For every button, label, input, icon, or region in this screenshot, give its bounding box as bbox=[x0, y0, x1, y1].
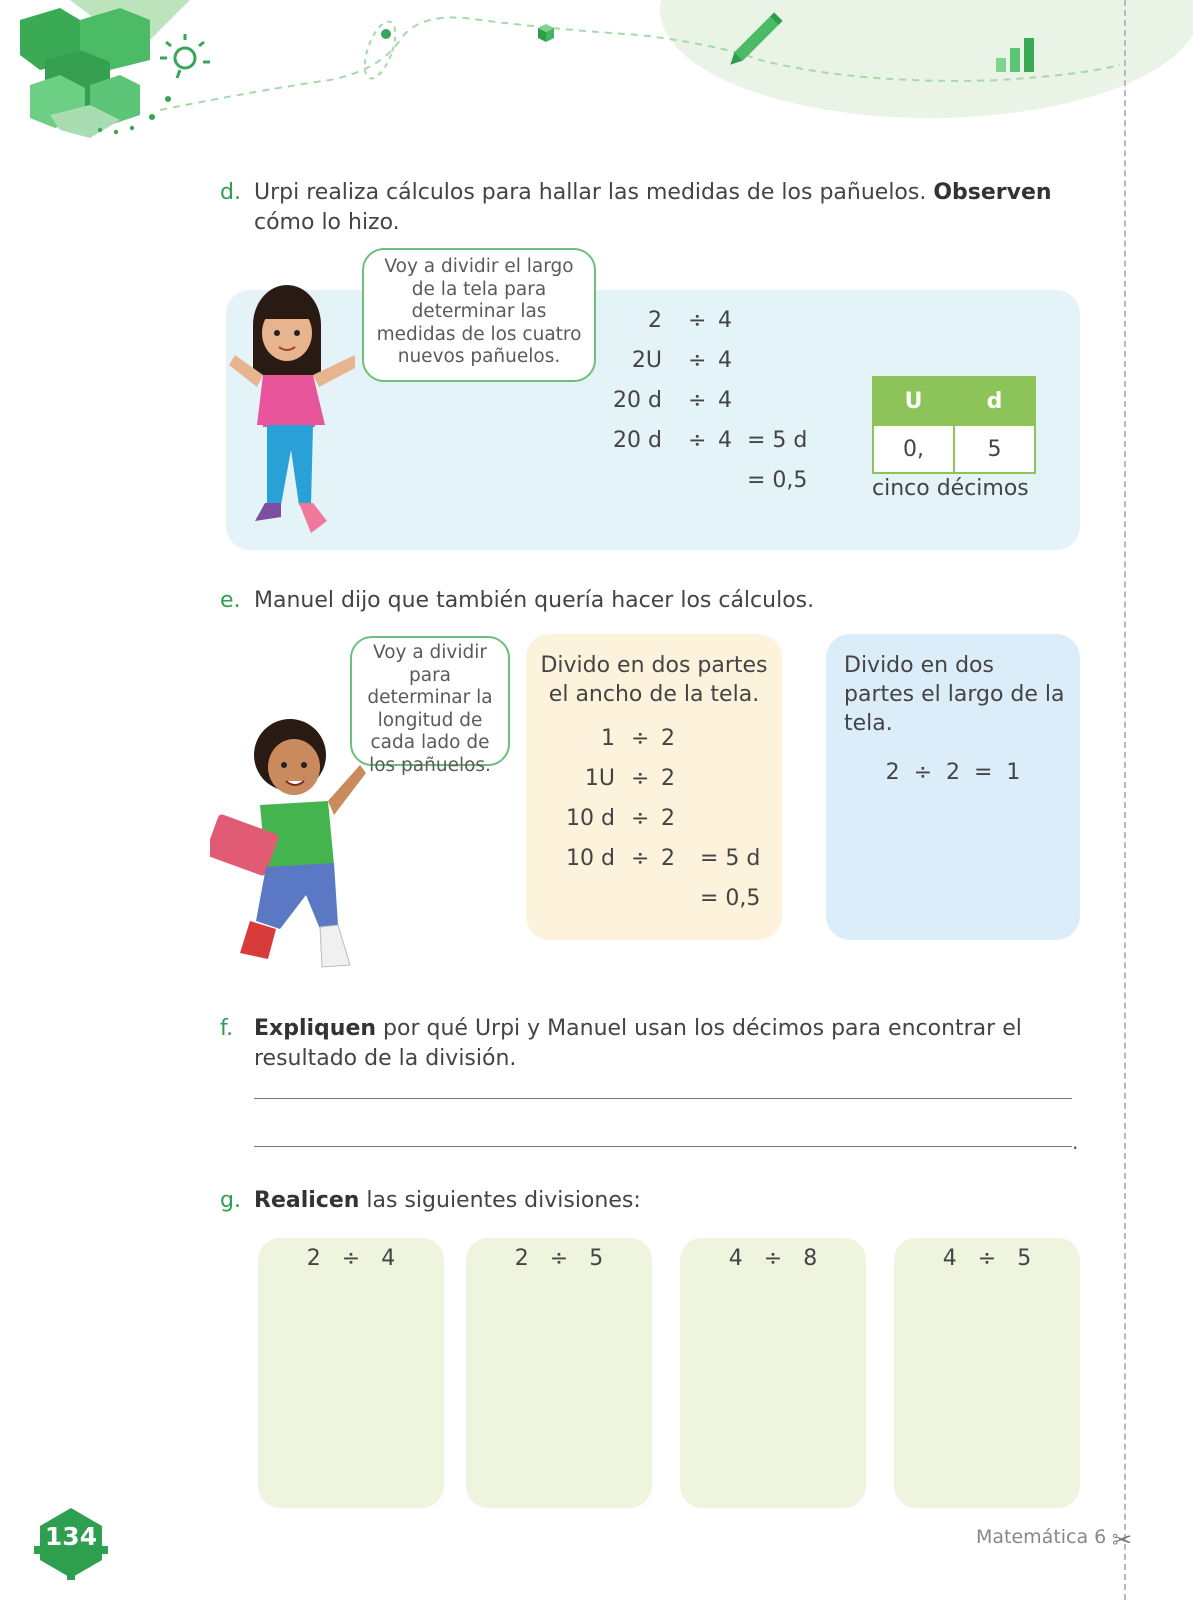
calc-line bbox=[563, 806, 763, 836]
calc-line bbox=[620, 468, 810, 498]
question-f bbox=[220, 1014, 1070, 1074]
division-expression bbox=[466, 1246, 652, 1271]
calc-line bbox=[620, 348, 810, 378]
dividend: 4 bbox=[942, 1246, 957, 1271]
divisor: 4 bbox=[381, 1246, 396, 1271]
calc-op: ÷ bbox=[631, 726, 650, 751]
calc-op: ÷ bbox=[631, 766, 650, 791]
calc-left: 2 bbox=[648, 308, 662, 333]
calc-right: 2 bbox=[661, 806, 675, 831]
calc-op: ÷ bbox=[631, 806, 650, 831]
answer-line[interactable] bbox=[254, 1146, 1072, 1147]
divisor: 8 bbox=[803, 1246, 818, 1271]
question-bold: Realicen bbox=[254, 1188, 360, 1213]
calc-left: 20 d bbox=[613, 388, 662, 413]
calc-line bbox=[613, 388, 810, 418]
question-letter: g. bbox=[220, 1188, 241, 1213]
question-text: cómo lo hizo. bbox=[254, 210, 400, 235]
question-letter: e. bbox=[220, 588, 241, 613]
answer-line[interactable] bbox=[254, 1098, 1072, 1099]
calc-left: 2U bbox=[631, 348, 662, 373]
division-box[interactable] bbox=[680, 1238, 866, 1508]
box-largo-calc: 2 ÷ 2 = 1 bbox=[885, 760, 1021, 785]
question-bold: Observen bbox=[933, 180, 1052, 205]
answer-end-mark: . bbox=[1072, 1130, 1079, 1154]
divisor: 5 bbox=[589, 1246, 604, 1271]
division-sign: ÷ bbox=[977, 1246, 997, 1271]
calc-right: 2 bbox=[661, 766, 675, 791]
question-letter: f. bbox=[220, 1016, 234, 1041]
calc-result: = 5 d bbox=[700, 846, 761, 871]
cut-line bbox=[1124, 0, 1126, 1600]
calc-right: 4 bbox=[718, 308, 732, 333]
calc-op: ÷ bbox=[688, 388, 707, 413]
calc-result: = 0,5 bbox=[700, 886, 761, 911]
manuel-speech-text: Voy a dividir para determinar la longitud de cada lado de los pañuelos. bbox=[367, 642, 493, 776]
table-caption: cinco décimos bbox=[872, 476, 1029, 501]
urpi-speech-text: Voy a dividir el largo de la tela para determinar las medidas de los cuatro nuevos pañuelos. bbox=[376, 256, 582, 367]
calc-op: ÷ bbox=[688, 308, 707, 333]
question-letter: d. bbox=[220, 180, 241, 205]
calc-result: = 0,5 bbox=[747, 468, 808, 493]
urpi-speech-bubble bbox=[362, 248, 596, 382]
urpi-illustration bbox=[215, 275, 355, 560]
calc-left: 10 d bbox=[566, 806, 615, 831]
calc-op: ÷ bbox=[688, 348, 707, 373]
box-ancho-title: Divido en dos partes el ancho de la tela. bbox=[540, 653, 768, 707]
division-expression bbox=[258, 1246, 444, 1271]
calc-op: ÷ bbox=[688, 428, 707, 453]
cubes-icon bbox=[20, 0, 190, 138]
table-cell-tenths: 5 bbox=[954, 425, 1035, 473]
question-d bbox=[220, 178, 1070, 238]
box-largo-title: Divido en dos partes el largo de la tela. bbox=[844, 653, 1065, 736]
dividend: 2 bbox=[306, 1246, 321, 1271]
division-expression bbox=[680, 1246, 866, 1271]
manuel-illustration bbox=[210, 715, 370, 995]
table-header-tenths: d bbox=[954, 377, 1035, 425]
question-text: Urpi realiza cálculos para hallar las medidas de los pañuelos. bbox=[254, 180, 934, 205]
calc-right: 2 bbox=[661, 846, 675, 871]
lightbulb-icon bbox=[160, 34, 210, 78]
question-text: por qué Urpi y Manuel usan los décimos para encontrar el resultado de la división. bbox=[254, 1016, 1022, 1071]
table-cell-units: 0, bbox=[873, 425, 954, 473]
division-box[interactable] bbox=[894, 1238, 1080, 1508]
calc-line bbox=[563, 726, 763, 756]
calc-line bbox=[620, 308, 810, 338]
calc-left: 1U bbox=[584, 766, 615, 791]
division-sign: ÷ bbox=[341, 1246, 361, 1271]
calc-right: 2 bbox=[661, 726, 675, 751]
division-sign: ÷ bbox=[763, 1246, 783, 1271]
scissors-icon: ✂ bbox=[1112, 1526, 1133, 1554]
calc-line bbox=[563, 766, 763, 796]
manuel-speech-bubble bbox=[350, 636, 510, 776]
calc-line bbox=[613, 428, 810, 458]
question-bold: Expliquen bbox=[254, 1016, 377, 1041]
page-number: 134 bbox=[44, 1522, 98, 1551]
calc-left: 10 d bbox=[566, 846, 615, 871]
division-expression bbox=[894, 1246, 1080, 1271]
calc-op: ÷ bbox=[631, 846, 650, 871]
dividend: 2 bbox=[514, 1246, 529, 1271]
question-e bbox=[220, 586, 1070, 616]
table-header-units: U bbox=[873, 377, 954, 425]
place-value-table bbox=[872, 376, 1036, 474]
division-box[interactable] bbox=[466, 1238, 652, 1508]
calc-right: 4 bbox=[718, 428, 732, 453]
question-g bbox=[220, 1186, 1070, 1216]
book-title: Matemática 6 bbox=[976, 1526, 1107, 1548]
division-sign: ÷ bbox=[549, 1246, 569, 1271]
calc-line bbox=[563, 886, 763, 916]
dividend: 4 bbox=[728, 1246, 743, 1271]
calc-left: 20 d bbox=[613, 428, 662, 453]
calc-right: 4 bbox=[718, 388, 732, 413]
calc-right: 4 bbox=[718, 348, 732, 373]
calc-left: 1 bbox=[601, 726, 615, 751]
question-text: las siguientes divisiones: bbox=[359, 1188, 641, 1213]
division-box[interactable] bbox=[258, 1238, 444, 1508]
question-text: Manuel dijo que también quería hacer los cálculos. bbox=[254, 588, 815, 613]
calc-result: = 5 d bbox=[747, 428, 808, 453]
divisor: 5 bbox=[1017, 1246, 1032, 1271]
calc-line bbox=[563, 846, 763, 876]
header-decoration bbox=[0, 0, 1193, 160]
